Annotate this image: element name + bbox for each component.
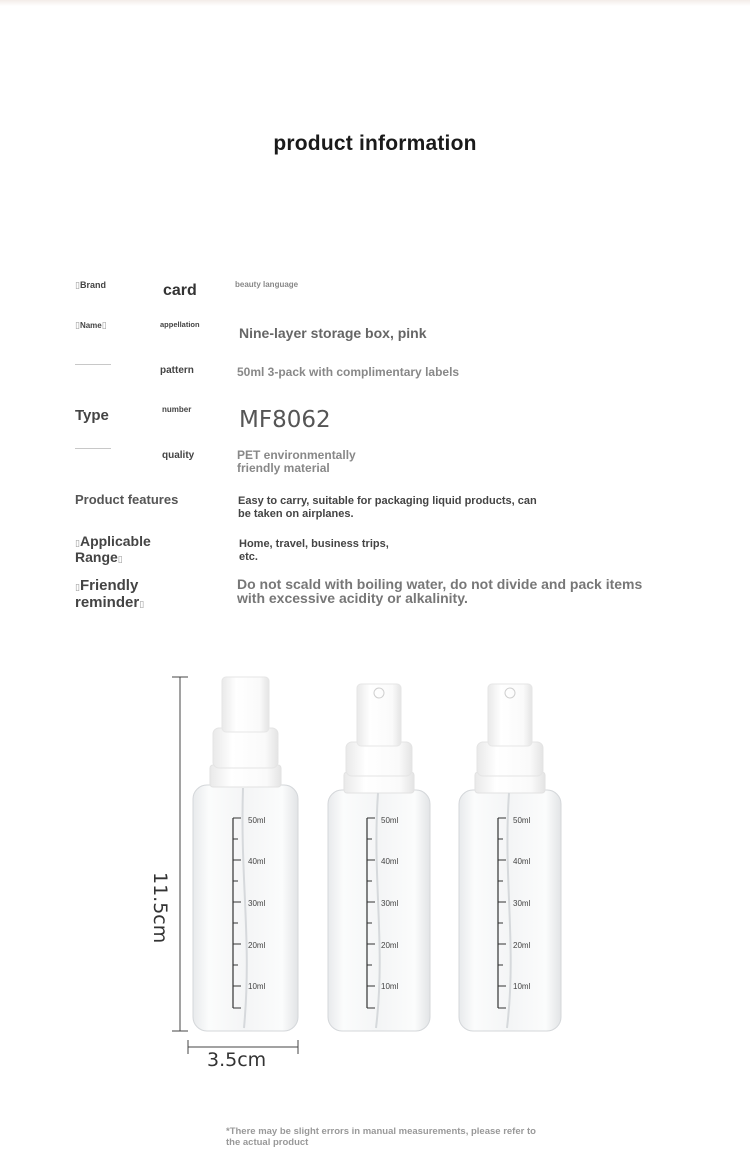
name-sub-label: appellation xyxy=(160,320,200,329)
scale-label: 40ml xyxy=(381,857,399,866)
bottle xyxy=(328,684,430,1031)
brand-label: ▯Brand xyxy=(75,280,106,290)
scale-label: 50ml xyxy=(248,816,266,825)
bottle xyxy=(459,684,561,1031)
scale-label: 20ml xyxy=(513,941,531,950)
features-label: Product features xyxy=(75,492,179,507)
scale-label: 10ml xyxy=(513,982,531,991)
pattern-sub-label: pattern xyxy=(160,365,194,376)
page-title: product information xyxy=(273,132,477,155)
scale-label: 10ml xyxy=(248,982,266,991)
name-label: ▯Name▯ xyxy=(75,320,107,330)
brand-sub-label: card xyxy=(163,282,197,299)
quality-value: PET environmentally friendly material xyxy=(237,448,356,475)
range-value: Home, travel, business trips, etc. xyxy=(239,538,389,563)
scale-label: 50ml xyxy=(513,816,531,825)
reminder-label: ▯Friendly reminder▯ xyxy=(75,577,145,611)
scale-label: 10ml xyxy=(381,982,399,991)
scale-label: 50ml xyxy=(381,816,399,825)
scale-label: 40ml xyxy=(248,857,266,866)
scale-label: 20ml xyxy=(248,941,266,950)
scale-label: 20ml xyxy=(381,941,399,950)
type-label: Type xyxy=(75,407,109,424)
features-value: Easy to carry, suitable for packaging liquid products, can be taken on airplanes. xyxy=(238,495,537,520)
bottle xyxy=(193,677,298,1031)
brand-value: beauty language xyxy=(235,280,299,289)
name-value: Nine-layer storage box, pink xyxy=(239,325,427,341)
scale-label: 30ml xyxy=(248,899,266,908)
range-label: ▯Applicable Range▯ xyxy=(75,533,151,565)
scale-label: 30ml xyxy=(513,899,531,908)
reminder-value: Do not scald with boiling water, do not divide and pack items with excessive acidity or alkalinity. xyxy=(237,576,643,606)
height-dimension xyxy=(172,677,188,1031)
type-sub-label: number xyxy=(162,405,192,414)
scale-label: 40ml xyxy=(513,857,531,866)
type-value: MF8062 xyxy=(239,407,331,433)
width-label: 3.5cm xyxy=(207,1049,267,1071)
footnote: *There may be slight errors in manual measurements, please refer to the actual product xyxy=(226,1126,536,1148)
scale-label: 30ml xyxy=(381,899,399,908)
pattern-value: 50ml 3-pack with complimentary labels xyxy=(237,365,460,379)
quality-sub-label: quality xyxy=(162,450,195,461)
height-label: 11.5cm xyxy=(149,872,171,944)
